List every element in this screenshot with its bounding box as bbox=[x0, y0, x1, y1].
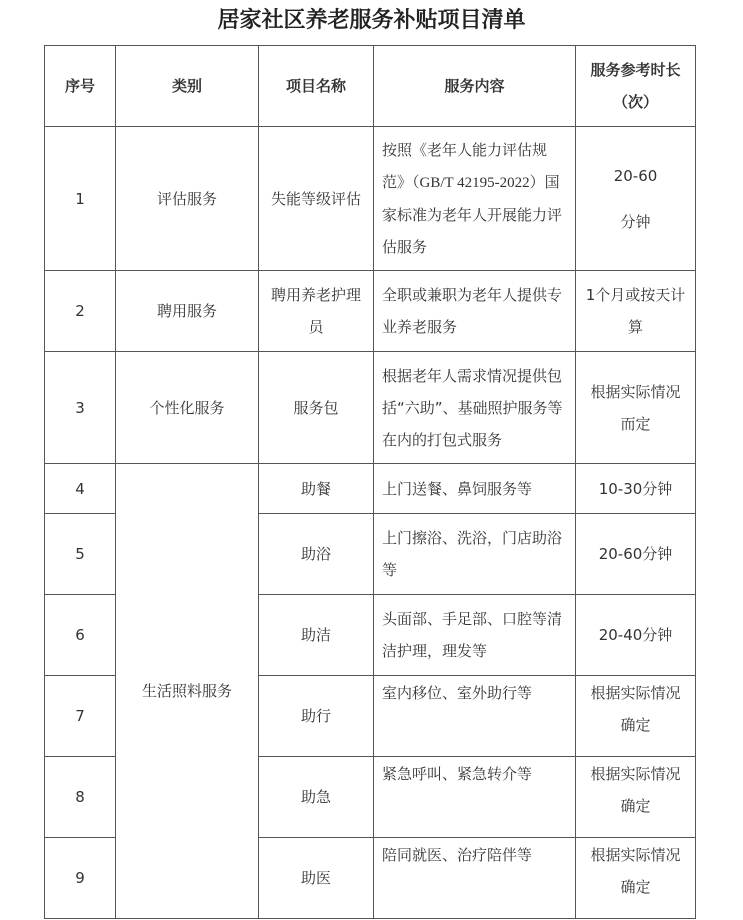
table-row bbox=[45, 271, 696, 352]
content-text: 按照《老年人能力评估规范》（ bbox=[382, 141, 548, 191]
row-content: 根据老年人需求情况提供包括“六助”、基础照护服务等在内的打包式服务 bbox=[374, 352, 576, 464]
row-item: 服务包 bbox=[259, 352, 374, 464]
table-row bbox=[45, 352, 696, 464]
page-title: 居家社区养老服务补贴项目清单 bbox=[217, 8, 526, 33]
row-content: 紧急呼叫、紧急转介等 bbox=[374, 757, 576, 838]
subsidy-items-table bbox=[44, 45, 696, 919]
row-item: 助医 bbox=[259, 838, 374, 919]
row-no: 9 bbox=[45, 838, 116, 919]
row-item: 助餐 bbox=[259, 464, 374, 514]
row-no: 5 bbox=[45, 514, 116, 595]
row-duration: 20-60分钟 bbox=[576, 514, 696, 595]
table-row bbox=[45, 127, 696, 271]
content-text: ）国家标准为老年人开展能力评估服务 bbox=[382, 173, 563, 256]
standard-code: GB/T 42195-2022 bbox=[419, 175, 530, 191]
table-row bbox=[45, 464, 696, 514]
row-content: 上门送餐、鼻饲服务等 bbox=[374, 464, 576, 514]
row-no: 2 bbox=[45, 271, 116, 352]
header-no: 序号 bbox=[45, 46, 116, 127]
row-no: 3 bbox=[45, 352, 116, 464]
row-category: 聘用服务 bbox=[116, 271, 259, 352]
row-duration bbox=[576, 127, 696, 271]
row-category: 评估服务 bbox=[116, 127, 259, 271]
row-item: 聘用养老护理员 bbox=[259, 271, 374, 352]
row-duration: 20-40分钟 bbox=[576, 595, 696, 676]
row-duration: 根据实际情况确定 bbox=[576, 838, 696, 919]
row-duration: 1个月或按天计算 bbox=[576, 271, 696, 352]
row-item: 助浴 bbox=[259, 514, 374, 595]
row-no: 7 bbox=[45, 676, 116, 757]
duration-value: 20-60 bbox=[613, 166, 658, 185]
row-content bbox=[374, 127, 576, 271]
header-content: 服务内容 bbox=[374, 46, 576, 127]
row-duration: 根据实际情况确定 bbox=[576, 676, 696, 757]
row-content: 全职或兼职为老年人提供专业养老服务 bbox=[374, 271, 576, 352]
row-no: 4 bbox=[45, 464, 116, 514]
row-content: 室内移位、室外助行等 bbox=[374, 676, 576, 757]
header-category: 类别 bbox=[116, 46, 259, 127]
row-duration: 根据实际情况而定 bbox=[576, 352, 696, 464]
row-content: 上门擦浴、洗浴，门店助浴等 bbox=[374, 514, 576, 595]
row-duration: 根据实际情况确定 bbox=[576, 757, 696, 838]
row-no: 1 bbox=[45, 127, 116, 271]
row-item: 助急 bbox=[259, 757, 374, 838]
row-content: 陪同就医、治疗陪伴等 bbox=[374, 838, 576, 919]
row-no: 8 bbox=[45, 757, 116, 838]
row-category: 个性化服务 bbox=[116, 352, 259, 464]
row-duration: 10-30分钟 bbox=[576, 464, 696, 514]
header-duration: 服务参考时长（次） bbox=[576, 46, 696, 127]
duration-unit: 分钟 bbox=[620, 212, 651, 231]
row-no: 6 bbox=[45, 595, 116, 676]
table-header-row bbox=[45, 46, 696, 127]
header-item: 项目名称 bbox=[259, 46, 374, 127]
row-item: 助行 bbox=[259, 676, 374, 757]
row-category: 生活照料服务 bbox=[116, 464, 259, 919]
row-item: 助洁 bbox=[259, 595, 374, 676]
row-content: 头面部、手足部、口腔等清洁护理，理发等 bbox=[374, 595, 576, 676]
row-item: 失能等级评估 bbox=[259, 127, 374, 271]
